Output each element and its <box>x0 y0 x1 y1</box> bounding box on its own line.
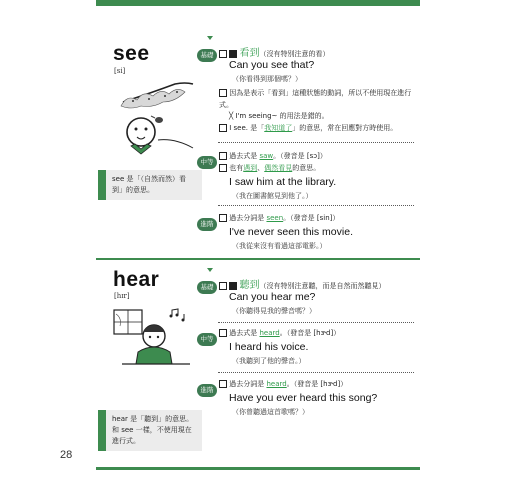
level-badge-mid: 中等 <box>197 149 217 169</box>
example2-see-tr: （我在圖書館見到他了。） <box>232 192 313 200</box>
checkbox-icon[interactable] <box>219 89 227 97</box>
example1-see: Can you see that? <box>229 59 315 71</box>
example1-hear-tr: （你聽得見我的聲音嗎？） <box>232 307 316 315</box>
boy-looking-illustration <box>113 80 198 160</box>
example2-hear-tr: （我聽到了他的聲音。） <box>232 357 306 365</box>
checkbox-icon[interactable] <box>219 164 227 172</box>
example3-hear: Have you ever heard this song? <box>229 392 378 404</box>
boy-listening-illustration <box>112 306 197 368</box>
level-badge-adv: 進階 <box>197 377 217 397</box>
side-note-hear: hear 是「聽到」的意思。和 see 一樣，不使用現在進行式。 <box>98 410 202 451</box>
past-see: 過去式是 saw。（發音是 [sɔ]） <box>219 151 327 161</box>
num-icon <box>229 50 237 58</box>
past-hear: 過去式是 heard。（發音是 [hɝd]） <box>219 328 340 338</box>
note2-see: I see. 是「我知道了」的意思，常在回應對方時使用。 <box>219 123 397 133</box>
divider <box>218 205 414 206</box>
example3-see-tr: （我從來沒有看過這部電影。） <box>232 242 327 250</box>
ipa-see: [si] <box>114 67 126 75</box>
example3-see: I've never seen this movie. <box>229 226 353 238</box>
note1-wrong-see: ╳ I'm seeing~ 的用法是錯的。 <box>229 112 329 120</box>
num-icon <box>229 282 237 290</box>
entry-word-see: see <box>113 42 150 65</box>
divider <box>218 142 414 143</box>
meaning-line-see: 看到（沒有特別注意的看） <box>219 44 329 59</box>
level-pointer <box>207 268 213 272</box>
example2-hear: I heard his voice. <box>229 341 309 353</box>
pp-hear: 過去分詞是 heard。（發音是 [hɝd]） <box>219 379 347 389</box>
ipa-hear: [hɪr] <box>114 292 130 300</box>
past-note-see: 也有遇到、偶然看見的意思。 <box>219 163 320 173</box>
checkbox-icon[interactable] <box>219 124 227 132</box>
section-divider <box>96 258 420 260</box>
example3-hear-tr: （你曾聽過這首歌嗎？） <box>232 408 309 416</box>
checkbox-icon[interactable] <box>219 152 227 160</box>
checkbox-icon[interactable] <box>219 329 227 337</box>
checkbox-icon[interactable] <box>219 214 227 222</box>
side-note-see: see 是「（自然而然）看到」的意思。 <box>98 170 202 200</box>
entry-word-hear: hear <box>113 268 160 291</box>
level-badge-adv: 進階 <box>197 211 217 231</box>
level-badge-basic: 基礎 <box>197 42 217 62</box>
bottom-accent-bar <box>96 467 420 470</box>
note1-see: 因為是表示「看到」這種狀態的動詞，所以不使用現在進行式。 <box>219 89 412 109</box>
level-pointer <box>207 36 213 40</box>
divider <box>218 372 414 373</box>
example1-hear: Can you hear me? <box>229 291 316 303</box>
checkbox-icon[interactable] <box>219 380 227 388</box>
meaning-line-hear: 聽到（沒有特別注意聽，而是自然而然聽見） <box>219 276 385 291</box>
divider <box>218 322 414 323</box>
page-number: 28 <box>60 449 73 461</box>
pp-see: 過去分詞是 seen。（發音是 [sin]） <box>219 213 339 223</box>
top-accent-bar <box>96 0 420 6</box>
level-badge-mid: 中等 <box>197 326 217 346</box>
example2-see: I saw him at the library. <box>229 176 337 188</box>
level-badge-basic: 基礎 <box>197 274 217 294</box>
example1-see-tr: （你看得到那個嗎？） <box>232 75 302 83</box>
checkbox-icon[interactable] <box>219 282 227 290</box>
checkbox-icon[interactable] <box>219 50 227 58</box>
